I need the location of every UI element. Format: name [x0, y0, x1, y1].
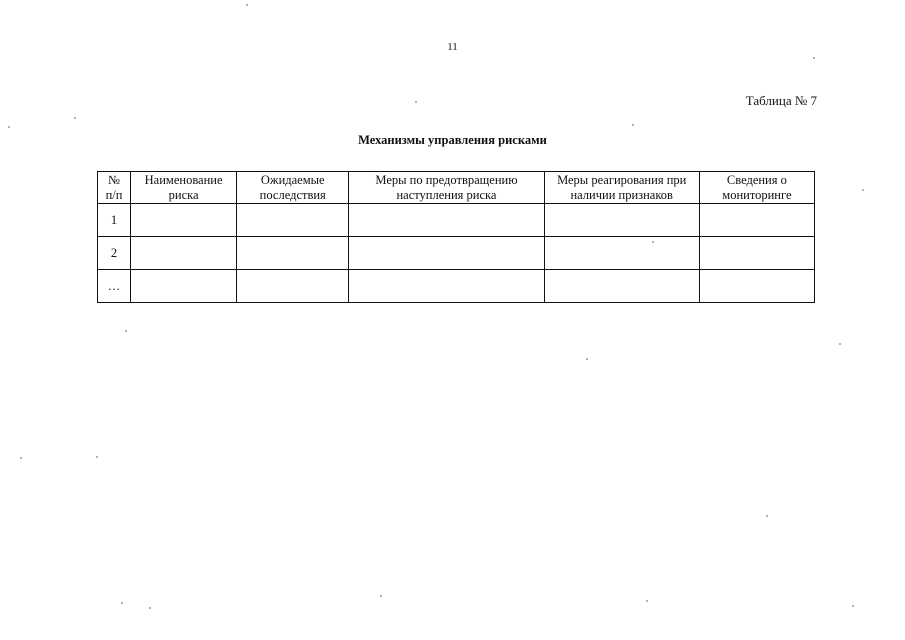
scan-speck [8, 126, 10, 128]
scan-speck [20, 457, 22, 459]
header-risk-name: Наименование риска [131, 172, 237, 204]
table-cell [699, 237, 814, 270]
scan-speck [121, 602, 123, 604]
table-cell [699, 270, 814, 303]
scan-speck [246, 4, 248, 6]
table-cell [349, 237, 544, 270]
table-cell [237, 270, 349, 303]
table-cell [349, 204, 544, 237]
document-title: Механизмы управления рисками [358, 133, 547, 147]
table-row [98, 204, 815, 237]
header-expected-consequences: Ожидаемые последствия [237, 172, 349, 204]
table-cell [131, 270, 237, 303]
scan-speck [149, 607, 151, 609]
scan-speck [74, 117, 76, 119]
risk-management-table [97, 171, 815, 303]
table-header-row [98, 172, 815, 204]
header-number: № п/п [98, 172, 131, 204]
scan-speck [125, 330, 127, 332]
table-cell [544, 237, 699, 270]
table-cell [237, 237, 349, 270]
table-cell [544, 204, 699, 237]
table-row [98, 237, 815, 270]
scan-speck [646, 600, 648, 602]
scan-speck [380, 595, 382, 597]
table-row [98, 270, 815, 303]
page-number: 11 [447, 41, 458, 53]
scan-speck [652, 241, 654, 243]
table-cell [131, 204, 237, 237]
table-cell [544, 270, 699, 303]
header-monitoring-info: Сведения о мониторинге [699, 172, 814, 204]
table-cell-number: 2 [98, 237, 131, 270]
scan-speck [839, 343, 841, 345]
header-response-measures: Меры реагирования при наличии признаков [544, 172, 699, 204]
scan-speck [586, 358, 588, 360]
scan-speck [813, 57, 815, 59]
scan-speck [632, 124, 634, 126]
scan-speck [766, 515, 768, 517]
table-cell-number: … [98, 270, 131, 303]
table-cell-number: 1 [98, 204, 131, 237]
scan-speck [852, 605, 854, 607]
scan-speck [862, 189, 864, 191]
table-cell [237, 204, 349, 237]
scan-speck [415, 101, 417, 103]
table-cell [349, 270, 544, 303]
table-label: Таблица № 7 [745, 93, 817, 108]
header-prevention-measures: Меры по предотвращению наступления риска [349, 172, 544, 204]
table-cell [699, 204, 814, 237]
table-cell [131, 237, 237, 270]
scan-speck [96, 456, 98, 458]
